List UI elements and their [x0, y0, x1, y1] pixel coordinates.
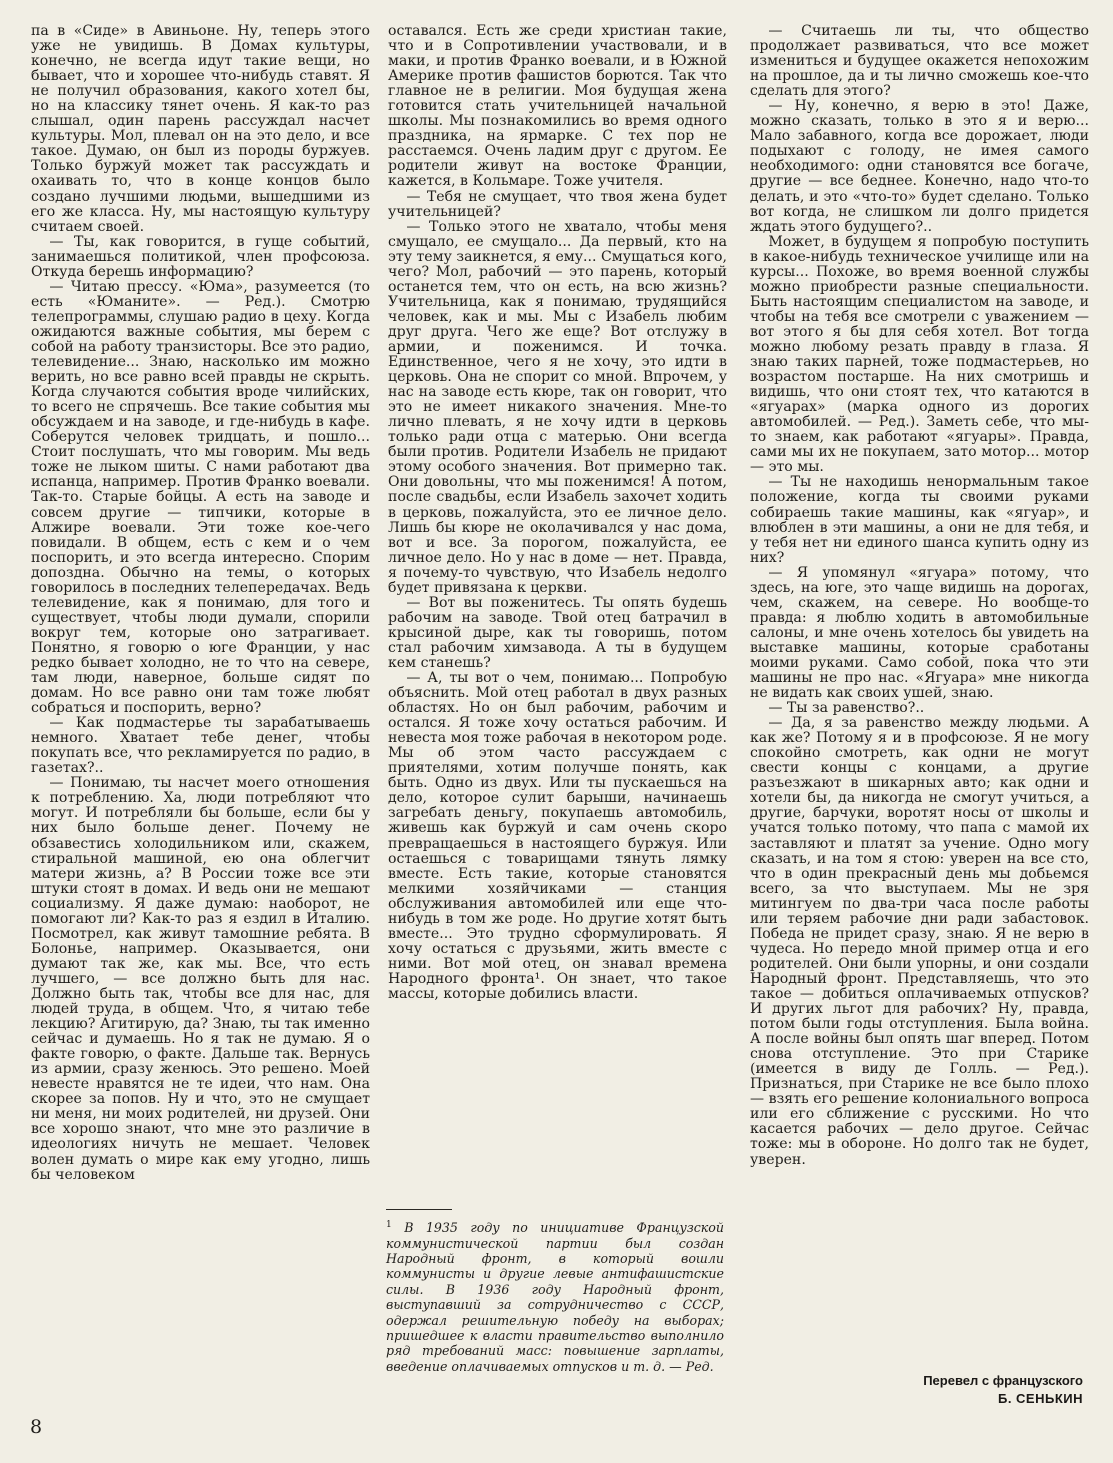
- paragraph: — Ты за равенство?..: [768, 700, 925, 717]
- translator-credit: [923, 1372, 1083, 1408]
- footnote: [386, 1218, 724, 1374]
- paragraph: — Только этого не хватало, чтобы меня смущало, ее смущало... Да первый, кто на эту тему заикнется, я ему... Смущаться кого, чего? Мол, рабочий — это парень, который останется тем, что он есть, на всю жизнь? Учительница, как я понимаю, трудящийся человек, как и мы. Мы с Изабель любим друг друга. Чего же еще? Вот отслужу в армии, и поженимся. И точка. Единственное, чего я не хочу, это идти в церковь. Она не спорит со мной. Впрочем, у нас на заводе есть кюре, так он говорит, что это не имеет никакого значения. Мне-то лично плевать, я не хочу идти в церковь только ради отца с матерью. Они всегда были против. Родители Изабель не придают этому особого значения. Вот примерно так. Они довольны, что мы поженимся! А потом, после свадьбы, если Изабель захочет ходить в церковь, пожалуйста, это ее личное дело. Лишь бы кюре не околачивался у нас дома, вот и все. За порогом, пожалуйста, ее личное дело. Но у нас в доме — нет. Правда, я почему-то чувствую, что Изабель недолго будет привязана к церкви.: [388, 218, 727, 596]
- footnote-divider: [386, 1209, 452, 1210]
- page-number: 8: [30, 1416, 43, 1438]
- paragraph: — А, ты вот о чем, понимаю... Попробую объяснить. Мой отец работал в двух разных областях. Но он был рабочим, рабочим и остался. Я тоже хочу остаться рабочим. И невеста моя тоже рабочая в некотором роде. Мы об этом часто рассуждаем с приятелями, хотим получше понять, как быть. Одно из двух. Или ты пускаешься на дело, которое сулит барыши, начинаешь загребать деньгу, покупаешь автомобиль, живешь как буржуй и сам очень скоро превращаешься в настоящего буржуя. Или остаешься с товарищами тянуть лямку вместе. Есть такие, которые становятся мелкими хозяйчиками — станция обслуживания автомобилей или еще что-нибудь в том же роде. Но другие хотят быть вместе... Это трудно сформулировать. Я хочу остаться с друзьями, жить вместе с ними. Вот мой отец, он знавал времена Народного фронта¹. Он знает, что такое массы, которые добились власти.: [388, 670, 727, 1002]
- text-column-3: [750, 24, 1089, 1374]
- paragraph: — Я упомянул «ягуара» потому, что здесь, на юге, это чаще видишь на дорогах, чем, скажем, на севере. Но вообще-то правда: я люблю ходить в автомобильные салоны, и мне очень хотелось бы увидеть на выставке машины, которые сработаны моими руками. Само собой, пока что эти машины не про нас. «Ягуара» мне никогда не видать как своих ушей, знаю.: [750, 564, 1089, 702]
- translator-name: Б. СЕНЬКИН: [997, 1391, 1083, 1406]
- paragraph: — Считаешь ли ты, что общество продолжает развиваться, что все может измениться и будущее окажется непохожим на прошлое, да и ты лично сможешь кое-что сделать для этого?: [750, 24, 1089, 100]
- paragraph: па в «Сиде» в Авиньоне. Ну, теперь этого уже не увидишь. В Домах культуры, конечно, не всегда идут такие вещи, но бывает, что и хорошее что-нибудь ставят. Я не получил образования, какого хотел бы, но на классику тянет очень. Я как-то раз слышал, один парень рассуждал насчет культуры. Мол, плевал он на это дело, и все такое. Думаю, он был из породы буржуев. Только буржуй может так рассуждать и охаивать то, что в конце концов было создано лучшими людьми, вышедшими из его же класса. Ну, мы настоящую культуру считаем своей.: [31, 24, 370, 235]
- paragraph: — Ты, как говорится, в гуще событий, занимаешься политикой, член профсоюза. Откуда берешь информацию?: [31, 233, 370, 280]
- paragraph: — Как подмастерье ты зарабатываешь немного. Хватает тебе денег, чтобы покупать все, что рекламируется по радио, в газетах?..: [31, 715, 370, 777]
- text-column-1: [31, 24, 370, 1404]
- paragraph: — Тебя не смущает, что твоя жена будет учительницей?: [388, 188, 727, 220]
- paragraph: — Читаю прессу. «Юма», разумеется (то есть «Юманите». — Ред.). Смотрю телепрограммы, слушаю радио в цеху. Когда ожидаются важные события, мы берем с собой на работу транзисторы. Все это радио, телевидение... Знаю, насколько им можно верить, но все равно всей правды не скрыть. Когда случаются события вроде чилийских, то всего не спрячешь. Все такие события мы обсуждаем и на заводе, и где-нибудь в кафе. Соберутся человек тридцать, и пошло... Стоит послушать, что мы говорим. Мы ведь тоже не лыком шиты. С нами работают два испанца, например. Против Франко воевали. Так-то. Старые бойцы. А есть на заводе и совсем другие — типчики, которые в Алжире воевали. Эти тоже кое-чего повидали. В общем, есть с кем и о чем поспорить, и это всегда интересно. Спорим допоздна. Обычно на темы, о которых говорилось в последних телепередачах. Ведь телевидение, как я понимаю, для того и существует, чтобы люди думали, спорили вокруг тем, которые оно затрагивает. Понятно, я говорю о юге Франции, у нас редко бывает холодно, не то что на севере, там люди, наверное, больше сидят по домам. Но все равно они там тоже любят собраться и поспорить, верно?: [31, 278, 370, 717]
- paragraph: оставался. Есть же среди христиан такие, что и в Сопротивлении участвовали, и в маки, и против Франко воевали, и в Южной Америке против фашистов борются. Так что главное не в религии. Моя будущая жена готовится стать учительницей начальной школы. Мы познакомились во время одного праздника, на ярмарке. С тех пор не расстаемся. Очень ладим друг с другом. Ее родители живут на востоке Франции, кажется, в Кольмаре. Тоже учителя.: [388, 24, 727, 190]
- paragraph: — Ты не находишь ненормальным такое положение, когда ты своими руками собираешь такие машины, как «ягуар», и влюблен в эти машины, а они не для тебя, и у тебя нет ни единого шанса купить одну из них?: [750, 474, 1089, 566]
- paragraph: — Понимаю, ты насчет моего отношения к потреблению. Ха, люди потребляют что могут. И потребляли бы больше, если бы у них было больше денег. Почему не обзавестись холодильником или, скажем, стиральной машиной, ею она облегчит матери жизнь, а? В России тоже все эти штуки стоят в домах. И ведь они не мешают социализму. Я даже думаю: наоборот, не помогают ли? Как-то раз я ездил в Италию. Посмотрел, как живут тамошние ребята. В Болонье, например. Оказывается, они думают так же, как мы. Все, что есть лучшего, — все должно быть для нас. Должно быть так, чтобы все для нас, для людей труда, в общем. Что, я читаю тебе лекцию? Агитирую, да? Знаю, ты так именно сейчас и думаешь. Но я так не думаю. Я о факте говорю, о факте. Дальше так. Вернусь из армии, сразу женюсь. Это решено. Моей невесте нравятся не те идеи, что нам. Она скорее за попов. Ну и что, это не смущает ни меня, ни моих родителей, ни друзей. Они все хорошо знают, что мне это различие в идеологиях ничуть не мешает. Человек волен думать о мире как ему угодно, лишь бы человеком: [31, 775, 370, 1183]
- footnote-mark: 1: [386, 1220, 392, 1230]
- paragraph: — Вот вы поженитесь. Ты опять будешь рабочим на заводе. Твой отец батрачил в крысиной дыре, как ты говоришь, потом стал рабочим химзавода. А ты в будущем кем станешь?: [388, 594, 727, 671]
- credit-line: Перевел с французского: [923, 1373, 1083, 1388]
- paragraph: Может, в будущем я попробую поступить в какое-нибудь техническое училище или на курсы... Похоже, во время военной службы можно приобрести разные специальности. Быть настоящим специалистом на заводе, и чтобы на тебя все смотрели с уважением — вот этого я бы для себя хотел. Вот тогда можно любому резать правду в глаза. Я знаю таких парней, тоже подмастерьев, но возрастом постарше. На них смотришь и видишь, что они стоят тех, что катаются в «ягуарах» (марка одного из дорогих автомобилей. — Ред.). Заметь себе, что мы-то знаем, как работают «ягуары». Правда, сами мы их не покупаем, зато мотор... мотор — это мы.: [750, 233, 1089, 476]
- paragraph: — Ну, конечно, я верю в это! Даже, можно сказать, только в это я и верю... Мало забавного, когда все дорожает, люди подыхают с голоду, не имея самого необходимого: одни становятся все богаче, другие — все беднее. Конечно, надо что-то делать, и это «что-то» будет сделано. Только вот когда, не слишком ли долго придется ждать этого будущего?..: [750, 98, 1089, 235]
- paragraph: — Да, я за равенство между людьми. А как же? Потому я и в профсоюзе. Я не могу спокойно смотреть, как одни не могут свести концы с концами, а другие разъезжают в шикарных авто; как одни и хотели бы, да никогда не смогут учиться, а другие, барчуки, воротят носы от школы и учатся только потому, что папа с мамой их заставляют и платят за учение. Одно могу сказать, и на том я стою: уверен на все сто, что в один прекрасный день мы добьемся всего, за что выступаем. Мы не зря митингуем по два-три часа после работы или теряем рабочие дни ради забастовок. Победа не придет сразу, знаю. Я не верю в чудеса. Но передо мной пример отца и его родителей. Они были упорны, и они создали Народный фронт. Представляешь, что это такое — добиться оплачиваемых отпусков? И других льгот для рабочих? Ну, правда, потом были годы отступления. Была война. А после войны был опять шаг вперед. Потом снова отступление. Это при Старике (имеется в виду де Голль. — Ред.). Признаться, при Старике не все было плохо — взять его решение колониального вопроса или его сближение с русскими. Но что касается рабочих — дело другое. Сейчас тоже: мы в обороне. Но долго так не будет, уверен.: [750, 715, 1089, 1168]
- footnote-text: В 1935 году по инициативе Французской коммунистической партии был создан Народный фронт, в который вошли коммунисты и другие левые антифашистские силы. В 1936 году Народный фронт, выступавший за сотрудничество с СССР, одержал решительную победу на выборах; пришедшее к власти правительство выполнило ряд требований масс: повышение зарплаты, введение оплачиваемых отпусков и т. д. — Ред.: [386, 1220, 724, 1374]
- text-column-2: [388, 24, 727, 1212]
